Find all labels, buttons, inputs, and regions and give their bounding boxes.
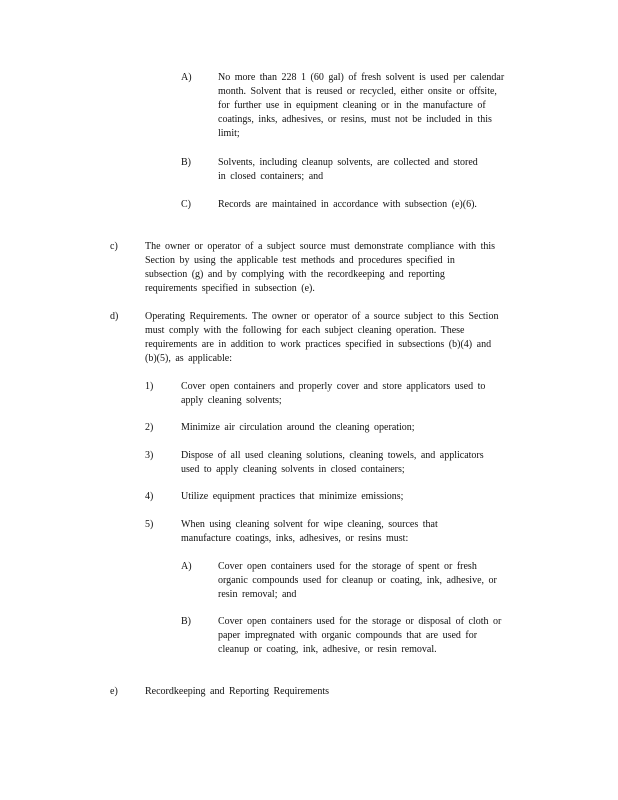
item-text: Records are maintained in accordance with subsection (e)(6). [218,199,477,210]
item-label: C) [181,199,191,210]
item-label: B) [181,616,191,627]
subsection-label: c) [110,241,118,252]
item-b3-a [0,71,618,141]
item-text: When using cleaning solvent for wipe cleaning, sources that manufacture coatings, inks, adhesives, or resins must: [181,519,438,544]
item-text: Dispose of all used cleaning solutions, cleaning towels, and applicators used to apply cleaning solvents in closed containers; [181,450,484,475]
item-label: 4) [145,491,154,502]
subsection-heading: Recordkeeping and Reporting Requirements [145,686,330,697]
item-text: Cover open containers and properly cover and store applicators used to apply cleaning solvents; [181,381,486,406]
item-d-3 [0,449,618,477]
item-label: B) [181,157,191,168]
subsection-label: d) [110,311,119,322]
subsection-text: The owner or operator of a subject source must demonstrate compliance with this Section by using the applicable test methods and procedures specified in subsection (g) and by complying with the recordkeeping and reporting requirements specified in subsection (e). [145,241,496,294]
item-d-5-a [0,560,618,602]
item-d-2 [0,421,618,435]
item-d-5 [0,518,618,546]
item-text: Cover open containers used for the storage or disposal of cloth or paper impregnated with organic compounds that are used for cleanup or coating, ink, adhesive, or resin removal. [218,616,502,655]
subsection-e [0,685,618,699]
item-text: Utilize equipment practices that minimize emissions; [181,491,404,502]
item-label: 1) [145,381,154,392]
subsection-c [0,240,618,296]
item-label: A) [181,561,192,572]
item-label: A) [181,72,192,83]
subsection-d [0,310,618,366]
item-text: Cover open containers used for the storage of spent or fresh organic compounds used for cleanup or coating, ink, adhesive, or resin removal; and [218,561,497,600]
subsection-label: e) [110,686,118,697]
item-b3-b [0,156,618,184]
item-b3-c [0,198,618,226]
item-d-1 [0,380,618,408]
item-text: Solvents, including cleanup solvents, are collected and stored in closed containers; and [218,157,478,182]
item-label: 2) [145,422,154,433]
item-d-5-b [0,615,618,671]
item-d-4 [0,490,618,504]
item-label: 5) [145,519,154,530]
item-label: 3) [145,450,154,461]
item-text: Minimize air circulation around the cleaning operation; [181,422,415,433]
subsection-text: Operating Requirements. The owner or operator of a source subject to this Section must comply with the following for each subject cleaning operation. These requirements are in addition to work practices specified in subsections (b)(4) and (b)(5), as applicable: [145,311,499,364]
item-text: No more than 228 1 (60 gal) of fresh solvent is used per calendar month. Solvent that is reused or recycled, either onsite or offsite, for further use in equipment cleaning or in the manufacture of coatings, inks, adhesives, or resins, must not be included in this limit; [218,72,505,139]
